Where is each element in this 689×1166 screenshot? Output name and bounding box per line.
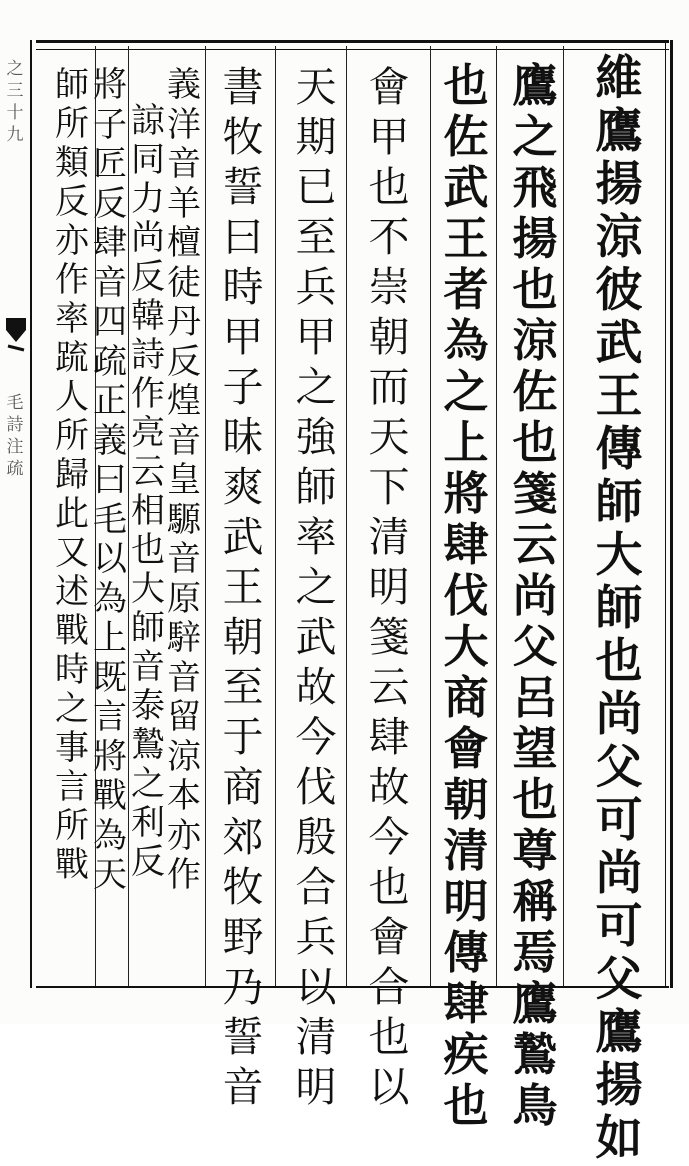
character: 尚 [595,687,643,742]
character: 音 [222,1063,264,1111]
character: 上 [93,618,127,658]
character: 鷙 [131,725,165,765]
character: 反 [167,341,201,382]
text-column-4 [356,62,422,1112]
character: 天 [295,63,337,111]
character: 將 [93,65,127,105]
character: 之 [443,365,489,418]
character: 合 [295,863,337,911]
character: 所 [55,104,89,144]
text-column-9 [90,66,130,896]
character: 泰 [131,686,165,726]
character: 諒 [131,101,165,141]
margin-character: 疏 [6,459,24,479]
character: 會 [368,913,410,961]
character: 武 [295,613,337,661]
character: 䟽 [55,338,89,378]
character: 而 [368,363,410,411]
character: 詩 [131,335,165,375]
character: 師 [55,65,89,105]
character: 皇 [167,460,201,500]
character: 師 [131,608,165,648]
character: 也 [368,163,410,211]
character: 涼 [167,736,201,777]
character: 者 [443,263,489,316]
character: 反 [93,183,127,224]
character: 類 [55,143,89,183]
character: 云 [131,452,165,492]
character: 肆 [443,518,489,571]
character: 洋 [167,104,201,145]
character: 甲 [368,113,410,161]
character: 尚 [512,569,558,622]
character: 至 [295,213,337,261]
character: 也 [368,1013,410,1061]
character: 書 [222,63,264,111]
character: 正 [93,381,127,421]
character: 傳 [443,926,489,979]
text-column-10 [52,66,92,885]
character: 會 [368,63,410,111]
column-rule [496,46,497,986]
character: 飛 [512,161,558,214]
character: 尚 [595,846,643,901]
character: 此 [55,494,89,534]
character: 故 [295,663,337,711]
character: 將 [443,467,489,520]
character: 所 [55,416,89,456]
character: 騂 [167,618,201,658]
character: 上 [443,416,489,469]
character: 煌 [167,381,201,421]
character: 義 [167,65,201,105]
character: 明 [443,875,489,928]
character: 牧 [222,863,264,911]
character: 大 [595,528,643,583]
character: 兵 [295,913,337,961]
character: 可 [595,899,643,954]
character: 也 [368,863,410,911]
frame-right-border [665,40,673,988]
character: 作 [131,374,165,414]
character: 音 [167,144,201,184]
character: 焉 [512,926,558,979]
character: 也 [595,634,643,689]
fish-tail-mark-icon [4,316,28,352]
margin-character: 十 [6,103,24,123]
character: 清 [295,1013,337,1061]
character: 清 [443,824,489,877]
character: 言 [55,767,89,807]
text-column-7 [164,66,204,896]
character: 清 [368,513,410,561]
character: 呂 [512,671,558,724]
character: 反 [131,257,165,297]
text-column-6 [210,62,276,1112]
character: 率 [295,513,337,561]
character: 朝 [368,313,410,361]
character: 之 [295,563,337,611]
character: 鷹 [512,59,558,112]
character: 徒 [167,262,201,303]
character: 伐 [295,763,337,811]
character: 下 [368,463,410,511]
character: 佐 [443,110,489,163]
character: 四 [93,302,127,342]
character: 甲 [295,313,337,361]
character: 昧 [222,413,264,461]
column-rule [430,46,431,986]
margin-label-top [2,58,28,146]
character: 天 [368,413,410,461]
character: 大 [443,620,489,673]
character: 涼 [512,314,558,367]
margin-character: 詩 [6,415,24,435]
character: 明 [295,1063,337,1111]
character: 商 [222,763,264,811]
character: 鷹 [595,1005,643,1060]
character: 佐 [512,365,558,418]
character: 時 [55,650,89,690]
character: 也 [512,773,558,826]
character: 如 [595,1111,643,1166]
character: 郊 [222,813,264,861]
character: 傳 [595,422,643,477]
character: 箋 [368,613,410,661]
character: 韓 [131,296,165,336]
character: 乃 [222,963,264,1011]
character: 音 [131,647,165,687]
character: 為 [93,578,127,619]
character: 師 [595,581,643,636]
character: 父 [512,620,558,673]
character: 野 [222,913,264,961]
character: 云 [368,663,410,711]
margin-character: 注 [6,437,24,457]
character: 之 [55,689,89,729]
character: 也 [512,416,558,469]
character: 率 [55,299,89,339]
character: 以 [93,539,127,579]
character: 作 [167,855,201,895]
character: 牧 [222,113,264,161]
character: 師 [595,475,643,530]
character: 維 [595,51,643,106]
margin-label-bottom [2,392,28,480]
character: 疾 [443,1028,489,1081]
character: 歸 [55,455,89,495]
character: 強 [295,413,337,461]
margin-character: 毛 [6,393,24,413]
character: 會 [443,722,489,775]
character: 揚 [595,1058,643,1113]
margin-character: 三 [6,81,24,101]
character: 箋 [512,467,558,520]
character: 天 [93,855,127,895]
character: 同 [131,140,165,180]
character: 之 [295,363,337,411]
character: 師 [295,463,337,511]
character: 明 [368,563,410,611]
frame-top-border [36,40,669,50]
character: 鷹 [595,104,643,159]
character: 也 [512,263,558,316]
character: 已 [295,163,337,211]
character: 也 [131,530,165,570]
text-column-5 [283,62,349,1112]
character: 彼 [595,263,643,318]
text-column-8 [128,102,168,882]
character: 之 [131,764,165,804]
character: 利 [131,803,165,843]
character: 時 [222,263,264,311]
character: 鳥 [512,1079,558,1132]
character: 王 [443,212,489,265]
character: 武 [595,316,643,371]
character: 戰 [55,845,89,885]
character: 爽 [222,463,264,511]
character: 誓 [222,1013,264,1061]
character: 涼 [595,210,643,265]
character: 將 [93,736,127,777]
column-rule [205,46,206,986]
character: 亮 [131,413,165,453]
character: 又 [55,533,89,573]
text-column-2 [505,60,565,1131]
character: 亦 [55,221,89,261]
character: 朝 [222,613,264,661]
character: 也 [443,1079,489,1132]
character: 述 [55,572,89,612]
character: 至 [222,663,264,711]
page-margin-strip [0,40,32,988]
character: 留 [167,697,201,737]
character: 音 [167,420,201,461]
character: 尚 [131,218,165,258]
character: 殷 [295,813,337,861]
character: 伐 [443,569,489,622]
character: 父 [595,740,643,795]
character: 今 [368,813,410,861]
character: 子 [93,104,127,145]
character: 戰 [55,611,89,651]
character: 大 [131,569,165,609]
character: 誓 [222,163,264,211]
character: 既 [93,657,127,698]
character: 武 [443,161,489,214]
character: 騵 [167,499,201,540]
character: 肆 [443,977,489,1030]
character: 肆 [368,713,410,761]
character: 丹 [167,302,201,342]
character: 事 [55,728,89,768]
character: 曰 [93,460,127,500]
character: 鷹 [512,977,558,1030]
character: 以 [368,1063,410,1111]
character: 肆 [93,223,127,263]
character: 義 [93,420,127,461]
character: 期 [295,113,337,161]
character: 以 [295,963,337,1011]
character: 反 [131,842,165,882]
character: 戰 [93,776,127,816]
character: 鷙 [512,1028,558,1081]
character: 之 [512,110,558,163]
character: 王 [595,369,643,424]
character: 毛 [93,499,127,540]
character: 揚 [512,212,558,265]
character: 疏 [93,341,127,382]
character: 檀 [167,223,201,263]
character: 曰 [222,213,264,261]
character: 尊 [512,824,558,877]
character: 于 [222,713,264,761]
character: 望 [512,722,558,775]
character: 兵 [295,263,337,311]
character: 朝 [443,773,489,826]
character: 合 [368,963,410,1011]
character: 商 [443,671,489,724]
character: 音 [167,657,201,698]
character: 人 [55,377,89,417]
character: 言 [93,697,127,737]
character: 音 [167,539,201,579]
character: 相 [131,491,165,531]
character: 父 [595,952,643,1007]
character: 稱 [512,875,558,928]
character: 作 [55,260,89,300]
character: 力 [131,179,165,219]
character: 甲 [222,313,264,361]
character: 本 [167,776,201,816]
character: 所 [55,806,89,846]
character: 子 [222,363,264,411]
character: 原 [167,578,201,619]
character: 武 [222,513,264,561]
character: 為 [443,314,489,367]
margin-character: 之 [6,59,24,79]
character: 反 [55,182,89,222]
character: 亦 [167,815,201,856]
character: 云 [512,518,558,571]
text-column-1 [575,52,663,1165]
character: 也 [443,59,489,112]
character: 崇 [368,263,410,311]
character: 揚 [595,157,643,212]
character: 音 [93,262,127,303]
margin-character: 九 [6,125,24,145]
character: 故 [368,763,410,811]
character: 羊 [167,183,201,224]
character: 王 [222,563,264,611]
character: 可 [595,793,643,848]
character: 匠 [93,144,127,184]
character: 不 [368,213,410,261]
character: 今 [295,713,337,761]
text-column-3 [436,60,496,1131]
character: 為 [93,815,127,856]
